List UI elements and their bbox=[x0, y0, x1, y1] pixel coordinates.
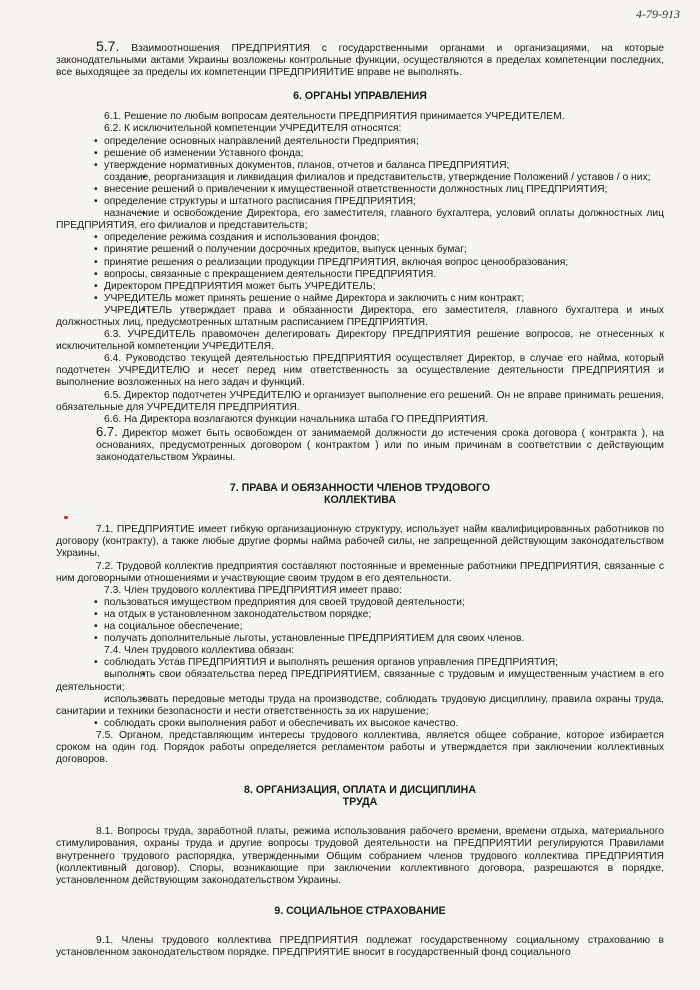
list-item: • пользоваться имуществом предприятия для своей трудовой деятельности; bbox=[56, 597, 664, 609]
clause-6-2: 6.2. К исключительной компетенции УЧРЕДИТЕЛЯ относятся: bbox=[104, 123, 402, 135]
section-6-title: 6. ОРГАНЫ УПРАВЛЕНИЯ bbox=[293, 90, 427, 103]
clause-6-5: 6.5. Директор подотчетен УЧРЕДИТЕЛЮ и организует выполнение его решений. Он не вправе принимать решения, обязательные для УЧРЕДИТЕЛЯ ПРЕДПРИЯТИЯ. bbox=[56, 389, 664, 413]
clause-6-1: 6.1. Решение по любым вопросам деятельности ПРЕДПРИЯТИЯ принимается УЧРЕДИТЕЛЕМ. bbox=[104, 111, 565, 123]
list-item: • УЧРЕДИТЕЛЬ утверждает права и обязанности Директора, его заместителя, главного бухгалтера и иных должностных лиц, предусмотренных штатным расписанием ПРЕДПРИЯТИЯ. bbox=[56, 305, 664, 329]
clause-6-3: 6.3. УЧРЕДИТЕЛЬ правомочен делегировать Директору ПРЕДПРИЯТИЯ решение вопросов, не отнесенных к исключительной компетенции УЧРЕДИТЕЛЯ. bbox=[56, 329, 664, 353]
list-item: • соблюдать сроки выполнения работ и обеспечивать их высокое качество. bbox=[56, 718, 664, 730]
clause-text: Директор может быть освобожден от занимаемой должности до истечения срока договора ( контракта ), на основаниях, предусмотренных договором ( контрактом ) или по иным причинам в соответствии с действующим законодательством Украины. bbox=[96, 427, 664, 463]
clause-6-7 bbox=[56, 423, 664, 464]
list-item: • принятие решений о получении досрочных кредитов, выпуск ценных бумаг; bbox=[56, 244, 664, 256]
section-9-title: 9. СОЦИАЛЬНОЕ СТРАХОВАНИЕ bbox=[274, 904, 446, 917]
clause-number: 6.7. bbox=[96, 423, 118, 439]
section-7-title-line1: 7. ПРАВА И ОБЯЗАННОСТИ ЧЛЕНОВ ТРУДОВОГО bbox=[229, 482, 491, 495]
page-number: 4-79-913 bbox=[636, 7, 680, 21]
clause-6-6: 6.6. На Директора возлагаются функции начальника штаба ГО ПРЕДПРИЯТИЯ. bbox=[104, 413, 489, 425]
clause-text: Взаимоотношения ПРЕДПРИЯТИЯ с государственными органами и организациями, на которые законодательными актами Украины возложены контрольные функции, осуществляются в пределах компетенции последних, все выходящее за пределы их компетенции ПРЕДПРИЯИТИЕ вправе не выполнять. bbox=[56, 43, 664, 79]
clause-7-3: 7.3. Член трудового коллектива ПРЕДПРИЯТИЯ имеет право: bbox=[104, 584, 402, 596]
list-item: • на отдых в установленном законодательством порядке; bbox=[56, 609, 664, 621]
list-7-3 bbox=[56, 597, 664, 645]
section-8-title-line1: 8. ОРГАНИЗАЦИЯ, ОПЛАТА И ДИСЦИПЛИНА bbox=[244, 784, 476, 797]
list-item: • создание, реорганизация и ликвидация филиалов и представительств, утверждение Положений / уставов / о них; bbox=[56, 172, 664, 184]
list-item: • получать дополнительные льготы, установленные ПРЕДПРИЯТИЕМ для своих членов. bbox=[56, 633, 664, 645]
list-item: • решение об изменении Уставного фонда; bbox=[56, 148, 664, 160]
list-item: • Директором ПРЕДПРИЯТИЯ может быть УЧРЕДИТЕЛЬ; bbox=[56, 281, 664, 293]
list-item: • на социальное обеспечение; bbox=[56, 621, 664, 633]
clause-5-7 bbox=[56, 40, 664, 79]
list-6-2 bbox=[56, 136, 664, 330]
list-item: • утверждение нормативных документов, планов, отчетов и баланса ПРЕДПРИЯТИЯ; bbox=[56, 160, 664, 172]
clause-8-1: 8.1. Вопросы труда, заработной платы, режима использования рабочего времени, времени отдыха, материального стимулирования, охраны труда и другие вопросы трудовой деятельности на ПРЕДПРИЯТИИ регулируются Правилами внутреннего трудового распорядка, утвержденными Общим собранием членов трудового коллектива ПРЕДПРИЯТИЯ (коллективный договор). Споры, возникающие при заключении коллективного договора, разрешаются в порядке, установленном действующим законодательством Украины. bbox=[56, 826, 664, 886]
list-item: • назначение и освобождение Директора, его заместителя, главного бухгалтера, условий оплаты должностных лиц ПРЕДПРИЯТИЯ, его филиалов и представительств; bbox=[56, 208, 664, 232]
list-item: • принятие решения о реализации продукции ПРЕДПРИЯТИЯ, включая вопрос ценообразования; bbox=[56, 257, 664, 269]
list-item: • определение основных направлений деятельности Предприятия; bbox=[56, 136, 664, 148]
clause-7-1: 7.1. ПРЕДПРИЯТИЕ имеет гибкую организационную структуру, использует найм квалифицированных работников по договору (контракту), а также любые другие формы найма рабочей силы, не запрещенной действующим законодательством Украины. bbox=[56, 524, 664, 560]
list-item: • соблюдать Устав ПРЕДПРИЯТИЯ и выполнять решения органов управления ПРЕДПРИЯТИЯ; bbox=[56, 657, 664, 669]
clause-7-4: 7.4. Член трудового коллектива обязан: bbox=[104, 645, 295, 657]
section-8-title-line2: ТРУДА bbox=[342, 796, 378, 809]
section-7-title-line2: КОЛЛЕКТИВА bbox=[324, 494, 396, 507]
list-item: • использовать передовые методы труда на производстве, соблюдать трудовую дисциплину, правила охраны труда, санитарии и техники безопасности и нести ответственность за их нарушение; bbox=[56, 694, 664, 718]
clause-number: 5.7. bbox=[96, 38, 120, 54]
clause-6-4: 6.4. Руководство текущей деятельностью ПРЕДПРИЯТИЯ осуществляет Директор, в случае его найма, который подотчетен УЧРЕДИТЕЛЮ и несет перед ним ответственность за осуществление деятельности ПРЕДПРИЯТИЯ и выполнение возложенных на него задач и функций. bbox=[56, 353, 664, 389]
list-item: • выполнять свои обязательства перед ПРЕДПРИЯТИЕМ, связанные с трудовым и имущественным участием в его деятельности; bbox=[56, 669, 664, 693]
document-body bbox=[56, 40, 664, 959]
clause-7-5: 7.5. Органом, представляющим интересы трудового коллектива, является общее собрание, которое избирается сроком на один год. Порядок работы определяется регламентом работы и утверждается при заключении коллективных договоров. bbox=[56, 729, 664, 766]
list-item: • определение структуры и штатного расписания ПРЕДПРИЯТИЯ; bbox=[56, 196, 664, 208]
clause-9-1: 9.1. Члены трудового коллектива ПРЕДПРИЯТИЯ подлежат государственному социальному страхованию в установленном законодательством порядке. ПРЕДПРИЯТИЕ вносит в государственный фонд социального bbox=[56, 934, 664, 958]
clause-7-2: 7.2. Трудовой коллектив предприятия составляют постоянные и временные работники ПРЕДПРИЯТИЯ, связанные с ним договорными отношениями и участвующие своим трудом в его деятельности. bbox=[56, 560, 664, 584]
list-item: • вопросы, связанные с прекращением деятельности ПРЕДПРИЯТИЯ. bbox=[56, 269, 664, 281]
list-item: • внесение решений о привлечении к имущественной ответственности должностных лиц ПРЕДПРИЯТИЯ; bbox=[56, 184, 664, 196]
list-item: • определение режима создания и использования фондов; bbox=[56, 232, 664, 244]
list-7-4 bbox=[56, 657, 664, 730]
list-item: • УЧРЕДИТЕЛЬ может принять решение о найме Директора и заключить с ним контракт; bbox=[56, 293, 664, 305]
